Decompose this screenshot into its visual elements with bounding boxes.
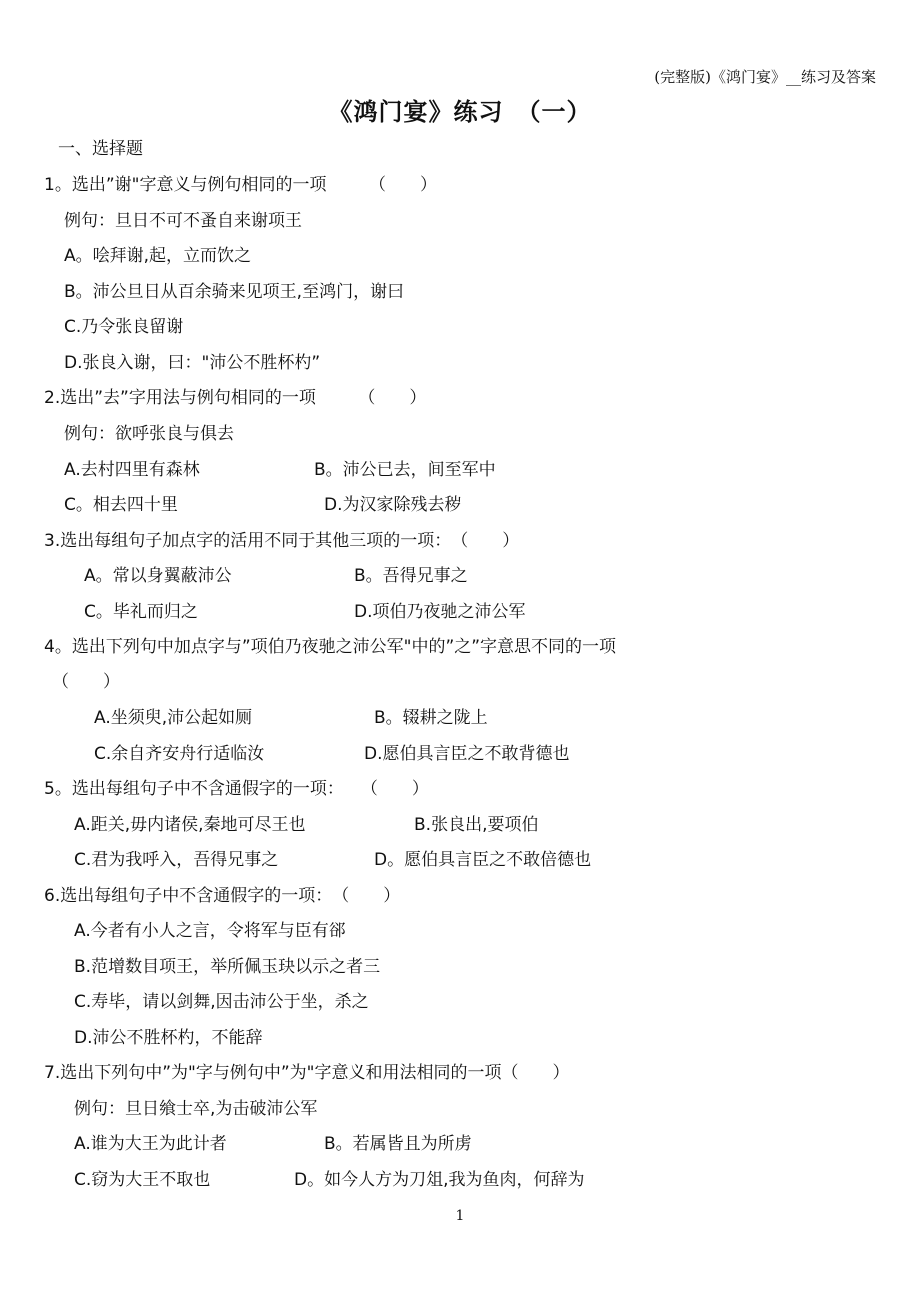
question-1-stem: 1。选出”谢"字意义与例句相同的一项 （ ）: [44, 175, 437, 195]
question-7-stem: 7.选出下列句中”为"字与例句中”为"字意义和用法相同的一项（ ）: [44, 1063, 570, 1083]
question-6-stem: 6.选出每组句子中不含通假字的一项： （ ）: [44, 886, 401, 906]
question-4-option-a: A.坐须臾,沛公起如厕: [94, 708, 253, 728]
question-6-option-a: A.今者有小人之言，令将军与臣有郤: [74, 921, 346, 941]
question-3-stem: 3.选出每组句子加点字的活用不同于其他三项的一项： （ ）: [44, 531, 520, 551]
question-2-option-d: D.为汉家除残去秽: [324, 495, 462, 515]
question-3-option-b: B。吾得兄事之: [354, 566, 468, 586]
question-7-option-c: C.窃为大王不取也: [74, 1170, 211, 1190]
question-2-example: 例句：欲呼张良与俱去: [64, 424, 234, 444]
document-header: (完整版)《鸿门宴》__练习及答案: [654, 68, 876, 86]
question-5-option-d: D。愿伯具言臣之不敢倍德也: [374, 850, 592, 870]
question-2-option-c: C。相去四十里: [64, 495, 178, 515]
question-4-option-b: B。辍耕之陇上: [374, 708, 488, 728]
question-7-option-b: B。若属皆且为所虏: [324, 1134, 472, 1154]
question-2-option-b: B。沛公已去，间至军中: [314, 460, 496, 480]
question-2-stem: 2.选出”去”字用法与例句相同的一项 （ ）: [44, 388, 427, 408]
question-3-option-a: A。常以身翼蔽沛公: [84, 566, 232, 586]
question-1-option-a: A。哙拜谢,起，立而饮之: [64, 246, 252, 266]
question-7-example: 例句：旦日飨士卒,为击破沛公军: [74, 1099, 318, 1119]
question-1-option-b: B。沛公旦日从百余骑来见项王,至鸿门，谢曰: [64, 282, 405, 302]
question-4-option-d: D.愿伯具言臣之不敢背德也: [364, 744, 570, 764]
question-6-option-d: D.沛公不胜杯杓，不能辞: [74, 1028, 263, 1048]
page-title: 《鸿门宴》练习 （一）: [328, 98, 592, 126]
question-5-option-c: C.君为我呼入，吾得兄事之: [74, 850, 279, 870]
question-2-option-a: A.去村四里有森林: [64, 460, 200, 480]
question-3-option-c: C。毕礼而归之: [84, 602, 198, 622]
question-4-stem: 4。选出下列句中加点字与”项伯乃夜驰之沛公军"中的”之”字意思不同的一项: [44, 637, 617, 657]
question-1-option-c: C.乃令张良留谢: [64, 317, 184, 337]
section-heading: 一、选择题: [58, 139, 143, 159]
question-5-option-b: B.张良出,要项伯: [414, 815, 539, 835]
question-6-option-b: B.范增数目项王，举所佩玉玦以示之者三: [74, 957, 381, 977]
question-7-option-d: D。如今人方为刀俎,我为鱼肉，何辞为: [294, 1170, 585, 1190]
question-7-option-a: A.谁为大王为此计者: [74, 1134, 227, 1154]
question-5-stem: 5。选出每组句子中不含通假字的一项： （ ）: [44, 779, 429, 799]
question-3-option-d: D.项伯乃夜驰之沛公军: [354, 602, 526, 622]
question-1-option-d: D.张良入谢，曰："沛公不胜杯杓”: [64, 353, 321, 373]
question-5-option-a: A.距关,毋内诸侯,秦地可尽王也: [74, 815, 306, 835]
question-6-option-c: C.寿毕，请以剑舞,因击沛公于坐，杀之: [74, 992, 369, 1012]
question-1-example: 例句：旦日不可不蚤自来谢项王: [64, 211, 302, 231]
question-4-option-c: C.余自齐安舟行适临汝: [94, 744, 265, 764]
question-4-answer-blank: （ ）: [52, 672, 120, 692]
page-number: 1: [455, 1208, 465, 1224]
